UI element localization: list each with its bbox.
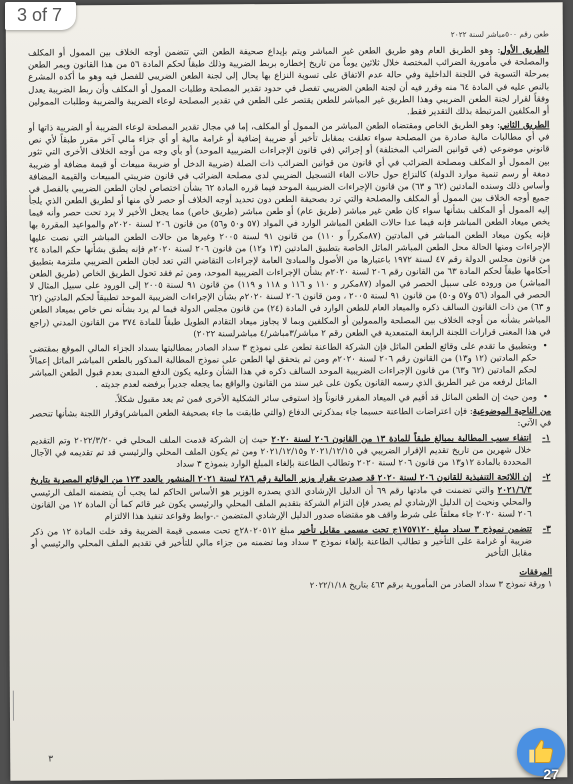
page-number: ٣ (48, 754, 54, 765)
objection-number: ٣- (542, 524, 551, 535)
attachments-label: المرفقات (519, 565, 553, 577)
page-counter: 3 of 7 (5, 2, 76, 30)
bullet-list (30, 340, 551, 406)
subject-intro: فإن اعتراضات الطاعنة حسبما جاء بمذكرتي الدفاع (والتي طابقت ما جاء بصحيفة الطعن المباشر)وقرار اللجنة بشأنها تنحصر في الآتي: (30, 406, 552, 429)
like-count: 27 (543, 766, 559, 782)
bullet-item: • وبتطبيق ما تقدم على وقائع الطعن الماثل فإن الشركة الطاعنة تطعن على نموذج ٣ سداد الصادر بمطالبتها بسداد الجزاء المالي الموقع بمقتضى حكم المادتين (١٢ و١٣) من القانون رقم ٢٠٦ لسنة ٢٠٢٠م ومن ثم يتحقق لها الطعن على نموذج المطالبة المذكور بالطعن المباشر الماثل إعمالاً لحكم المادتين (٦٢ و٦٣) من قانون الإجراءات الضريبية الموحد السالف ذكره في هذا الشأن وعليه يكون الدفع المبدى بعدم قبول الطعن المباشر الماثل لرفعه من غير الطريق الذي رسمه القانون يكون على غير سند من القانون والواقع بما يجعله جديراً برفضه لعدم جديته . (30, 340, 537, 392)
bullet-item: • ومن حيث إن الطعن الماثل قد أقيم في الميعاد المقرر قانوناً وإذ استوفى سائر الشكلية الأخرى فمن ثم يعد مقبول شكلاً. (30, 391, 537, 406)
route2-paragraph: الطريق الثاني: وهو الطريق الخاص ومقتضاه الطعن المباشر من الممول أو المكلف، إما في مجال تقدير المصلحة لوعاء الضريبة أو الضريبة ذاتها أو في أي مطالبات مالية صادرة من المصلحة سواء تعلقت بمقابل تأخير أو ضريبة إضافية أو غرامة مالية أو أي جزاء مالي آخر مقرر طبقاً لأي نص قانوني موضوعي (في قوانين الضرائب المختلفة) أو إجرائي (في قانون الإجراءات الضريبية الموحد) أو بأي وجه من أوجه الخلاف الأخرى التي تثور بين الممول أو المكلف ومصلحة الضرائب في أي قانون من قوانين الضرائب ذات الصلة (ضريبة الدخل أو ضريبة مبيعات أو قيمة مضافة أو ضريبة دمغة أو رسم تنمية موارد الدولة) كالنزاع حول حالات الغاء التسجيل الضريبي لدى مصلحة الضرائب في قانون ضريبتي المبيعات والقيمة المضافة وأساس ذلك وسنده المادتين (٦٢ و ٦٣) من قانون الإجراءات الضريبية الموحد فيما قرره المادة ٦٢ بشأن اختصاص لجان الطعن الضريبي بالفصل في جميع أوجه الخلاف بين الممول أو المكلف والمصلحة والتي ترد بصحيفة الطعن دون تحديد أوجه الخلاف أو حصر لأي منها أو لطريق الطعن الذي يلجأ إليه الممول أو المكلف بشأنها سواء كان طعن غير مباشر (طريق عام) أو طعن مباشر (طريق خاص) مما يجعل الأخير لا يرد تحت حصر وأنه فيما يخص ميعاد الطعن المباشر فإنه فيما عدا حالات الطعن المباشر الوارد في المواد (٥٧ و٥٠ و٥٦) من قانون ٢٠٦ لسنة ٢٠٢٠م والمواعيد المقررة بها فإنه يكون ميعاد الطعن المباشر في المادتين (٨٧مكرراً و ١١٠) من قانون ٩١ لسنة ٢٠٠٥ وغيرها من حالات الطعن المباشر التي نصت عليها الإجراءات ومنها الحالة محل الطعن المباشر الماثل الخاصة بتطبيق المادتين (١٣ و١٢) من قانون ٢٠٦ لسنة ٢٠٢٠م فإنه يطبق بشأنها حكم المادة ٢٤ من قانون مجلس الدولة رقم ٤٧ لسنة ١٩٧٢ باعتبارها من الأصول والمبادئ العامة لإجراءات التقاضي التي تعد لجان الطعن الضريبي ملتزمة بتطبيق أحكامها طبقاً لحكم المادة ٦٣ من القانون رقم ٢٠٦ لسنة ٢٠٢٠م بشأن الإجراءات الضريبية الموحد، ومن ثم فقد تحول الطريق الخاص (طريق الطعن المباشر) من وروده على سبيل الحصر في المواد (٨٧مكرر و ١١٠ و ١١٦ و ١١٨ و ١١٩) من قانون ٩١ لسنة ٢٠٠٥ إلى الورود على سبيل المثال لا الحصر في المواد (٥٦ و٥٧ و٥٠) من قانون ٩١ لسنة ٢٠٠٥ ، ومن قانون ٢٠٦ لسنة ٢٠٢٠م بشأن الإجراءات الضريبية الموحد تطبيقاً لحكم المادتين (٦٢ و ٦٣) من ذات القانون السالف ذكره والميعاد العام للطعن الوارد في المادة (٢٤) من قانون مجلس الدولة فيما لم يرد بشأنه نص خاص بميعاد الطعن المباشر بشأنه من أوجه الخلاف بين المصلحة والممولين أو المكلفين وبما لا يجاوز ميعاد التقادم الطويل طبقاً للمادة ٣٧٤ من القانون المدني (راجع في هذا المعنى قرارات اللجنة الرابعة المتمعدية في الطعن رقم ٢ مباشر/٣مباشر/٤ مباشرلسنة ٢٠٢٢) (28, 120, 551, 340)
route1-paragraph: الطريق الأول: وهو الطريق العام وهو طريق الطعن غير المباشر ويتم بإيداع صحيفة الطعن التي تتضمن أوجه الخلاف بين الممول أو المكلف والمصلحة في مأمورية الضرائب المختصة خلال ثلاثين يوماً من تاريخ إخطاره بربط الضريبة وذلك طبقاً لحكم المادة ٥٦ من هذا القانون ويمر الطعن بمرحلة التسوية في اللجنة الداخلية وفي حالة عدم الاتفاق على تسوية النزاع بها يحال إلى لجنة الطعن الضريبي للفصل فيه وهو ما أكده المشرع بالنص عليه في المادة ٦٤ منه وقرر فيه أن لجنة الطعن الضريبي تفصل في حدود تقدير المصلحة وطلبات الممول أو المكلف وأن ربط الضريبة يعدل وفقاً لقرار لجنة الطعن الضريبي وهذا الطريق غير المباشر للطعن يقتصر على الطعن في تقدير المصلحة لوعاء الضريبة والضريبة وطلبات الممولين أو المكلفين المرتبطة بذلك التقدير فقط. (27, 45, 550, 118)
subject-title: من الناحية الموضوعية (472, 406, 552, 417)
objection-number: ١- (542, 433, 551, 444)
margin-mark (13, 691, 20, 721)
objection-text: والتي تضمنت في مادتها رقم ٦٩ أن الدليل الإرشادي الذي يصدره الوزير هو الأساس الحاكم لما يجب أن يتضمنه الملف الرئيسي والمحلي ونحيث إن الدليل الإرشادي لم يصدر فإن التزام الشركة بتقديم الملف المحلي والرئيسي يكون غير قائم كما أن المادة ١٢ من القانون ٢٠٦ لسنة ٢٠٢٠ جاء معلقاً على شرط واقف هو مقتضاه صدور الدليل الإرشادي المتضمن -.-وابط وقواعد تنفيذ هذا الالتزام (30, 485, 532, 523)
route1-title: الطريق الأول (500, 45, 549, 56)
objection-text: مبلغ ٢٨٠٢٠٥١٢ج تحت مسمى قيمة الضريبة وقد خلت المادة ١٢ من ذكر ضريبة أو غرامة على التأخير و تطالب الطاعنة بإلغاء نموذج ٣ سداد وما تضمنه من جزاء مالي للتأخير في تقديم الملف المحلي والرئيسي أو مقابل التأخير (30, 526, 533, 560)
thumbs-up-icon (527, 738, 555, 766)
objection-number: ٢- (542, 472, 551, 483)
objection-lead: إن اللائحة التنفيذية للقانون ٢٠٦ لسنة ٢٠٢٠ قد صدرت بقرار وزير المالية رقم ٢٨٦ لسنة ٢٠٢١ المنشور بالعدد ١٢٣ من الوقائع المصرية بتاريخ ٢٠٢١/٦/٣ (30, 472, 532, 496)
subject-paragraph: من الناحية الموضوعية: فإن اعتراضات الطاعنة حسبما جاء بمذكرتي الدفاع (والتي طابقت ما جاء بصحيفة الطعن المباشر)وقرار اللجنة بشأنها تنحصر في الآتي: (30, 406, 552, 429)
route2-title: الطريق الثاني (499, 120, 550, 131)
objection-item (30, 472, 551, 524)
scanned-page (6, 2, 568, 780)
route2-text: وهو الطريق الخاص ومقتضاه الطعن المباشر من الممول أو المكلف، إما في مجال تقدير المصلحة لوعاء الضريبة أو الضريبة ذاتها أو في أي مطالبات مالية صادرة من المصلحة سواء تعلقت بمقابل تأخير أو ضريبة إضافية أو غرامة مالية أو أي جزاء مالي آخر مقرر طبقاً لأي نص قانوني موضوعي (في قوانين الضرائب المختلفة) أو إجرائي (في قانون الإجراءات الضريبية الموحد) أو بأي وجه من أوجه الخلاف الأخرى التي تثور بين الممول أو المكلف ومصلحة الضرائب في أي قانون من قوانين الضرائب ذات الصلة (ضريبة الدخل أو ضريبة مبيعات أو قيمة مضافة أو ضريبة دمغة أو رسم تنمية موارد الدولة) كالنزاع حول حالات الغاء التسجيل الضريبي لدى مصلحة الضرائب في قانون ضريبتي المبيعات والقيمة المضافة وأساس ذلك وسنده المادتين (٦٢ و ٦٣) من قانون الإجراءات الضريبية الموحد فيما قرره المادة ٦٢ بشأن اختصاص لجان الطعن الضريبي بالفصل في جميع أوجه الخلاف بين الممول أو المكلف والمصلحة والتي ترد بصحيفة الطعن دون تحديد أوجه الخلاف أو حصر لأي منها أو لطريق الطعن الذي يلجأ إليه الممول أو المكلف بشأنها سواء كان طعن غير مباشر (طريق عام) أو طعن مباشر (طريق خاص) مما يجعل الأخير لا يرد تحت حصر وأنه فيما يخص ميعاد الطعن المباشر فإنه فيما عدا حالات الطعن المباشر الوارد في المواد (٥٧ و٥٠ و٥٦) من قانون ٢٠٦ لسنة ٢٠٢٠م والمواعيد المقررة بها فإنه يكون ميعاد الطعن المباشر في المادتين (٨٧مكرراً و ١١٠) من قانون ٩١ لسنة ٢٠٠٥ وغيرها من حالات الطعن المباشر التي نصت عليها الإجراءات ومنها الحالة محل الطعن المباشر الماثل الخاصة بتطبيق المادتين (١٣ و١٢) من قانون ٢٠٦ لسنة ٢٠٢٠م فإنه يطبق بشأنها حكم المادة ٢٤ من قانون مجلس الدولة رقم ٤٧ لسنة ١٩٧٢ باعتبارها من الأصول والمبادئ العامة لإجراءات التقاضي التي تعد لجان الطعن الضريبي ملتزمة بتطبيق أحكامها طبقاً لحكم المادة ٦٣ من القانون رقم ٢٠٦ لسنة ٢٠٢٠م بشأن الإجراءات الضريبية الموحد، ومن ثم فقد تحول الطريق الخاص (طريق الطعن المباشر) من وروده على سبيل الحصر في المواد (٨٧مكرر و ١١٠ و ١١٦ و ١١٨ و ١١٩) من قانون ٩١ لسنة ٢٠٠٥ إلى الورود على سبيل المثال لا الحصر في المواد (٥٦ و٥٧ و٥٠) من قانون ٩١ لسنة ٢٠٠٥ ، ومن قانون ٢٠٦ لسنة ٢٠٢٠م بشأن الإجراءات الضريبية الموحد تطبيقاً لحكم المادتين (٦٢ و ٦٣) من ذات القانون السالف ذكره والميعاد العام للطعن الوارد في المادة (٢٤) من قانون مجلس الدولة فيما لم يرد بشأنه نص خاص بميعاد الطعن المباشر بشأنه من أوجه الخلاف بين المصلحة والممولين أو المكلفين وبما لا يجاوز ميعاد التقادم الطويل طبقاً للمادة ٣٧٤ من القانون المدني (راجع في هذا المعنى قرارات اللجنة الرابعة المتمعدية في الطعن رقم ٢ مباشر/٣مباشر/٤ مباشرلسنة ٢٠٢٢) (28, 120, 551, 340)
objection-item (30, 524, 551, 564)
objection-list (30, 432, 552, 563)
objection-lead: انتفاء سبب المطالبة بمبالغ طبقاً للمادة ١٣ من القانون ٢٠٦ لسنة ٢٠٢٠ (271, 433, 532, 446)
case-header: طعن رقم ٥٠٠مباشر لسنة ٢٠٢٢ (450, 29, 549, 39)
attachment-line: ١ ورقة نموذج ٣ سداد الصادر من المأمورية برقم ٤٦٣ بتاريخ ٢٠٢٢/١/١٨ (309, 578, 553, 590)
objection-text: حيث إن الشركة قدمت الملف المحلي في ٢٠٢٢/٣/٢٠ وتم التقديم خلال شهرين من تاريخ تقديم الإقرار الضريبي في ٢٠٢١/١٢/١٥ و٢٠٢١/١٢/١٥ ومن ثم يكون الملف المحلي والرئيسي قد تم تقديمه في الآجال المحددة بالمادة ١٢و١٣ من قانون ٢٠٦ لسنة ٢٠٢٠ وتطالب الطاعنة بإلغاء المبلغ الوارد بنموذج ٣ سداد (30, 435, 532, 470)
route1-text: وهو الطريق العام وهو طريق الطعن غير المباشر ويتم بإيداع صحيفة الطعن التي تتضمن أوجه الخلاف بين الممول أو المكلف والمصلحة في مأمورية الضرائب المختصة خلال ثلاثين يوماً من تاريخ إخطاره بربط الضريبة وذلك طبقاً لحكم المادة ٥٦ من هذا القانون ويمر الطعن بمرحلة التسوية في اللجنة الداخلية وفي حالة عدم الاتفاق على تسوية النزاع بها يحال إلى لجنة الطعن الضريبي للفصل فيه وهو ما أكده المشرع بالنص عليه في المادة ٦٤ منه وقرر فيه أن لجنة الطعن الضريبي تفصل في حدود تقدير المصلحة وطلبات الممول أو المكلف وأن ربط الضريبة يعدل وفقاً لقرار لجنة الطعن الضريبي وهذا الطريق غير المباشر للطعن يقتصر على الطعن في تقدير المصلحة لوعاء الضريبة والضريبة وطلبات الممولين أو المكلفين المرتبطة بذلك التقدير فقط. (27, 45, 550, 118)
objection-item (30, 433, 551, 473)
document-body (28, 28, 553, 750)
objection-lead: تتضمن نموذج ٣ سداد مبلغ ١٧٥٧١٢٠ج تحت مسمى مقابل تأخير (298, 524, 532, 537)
attachments (31, 565, 552, 592)
